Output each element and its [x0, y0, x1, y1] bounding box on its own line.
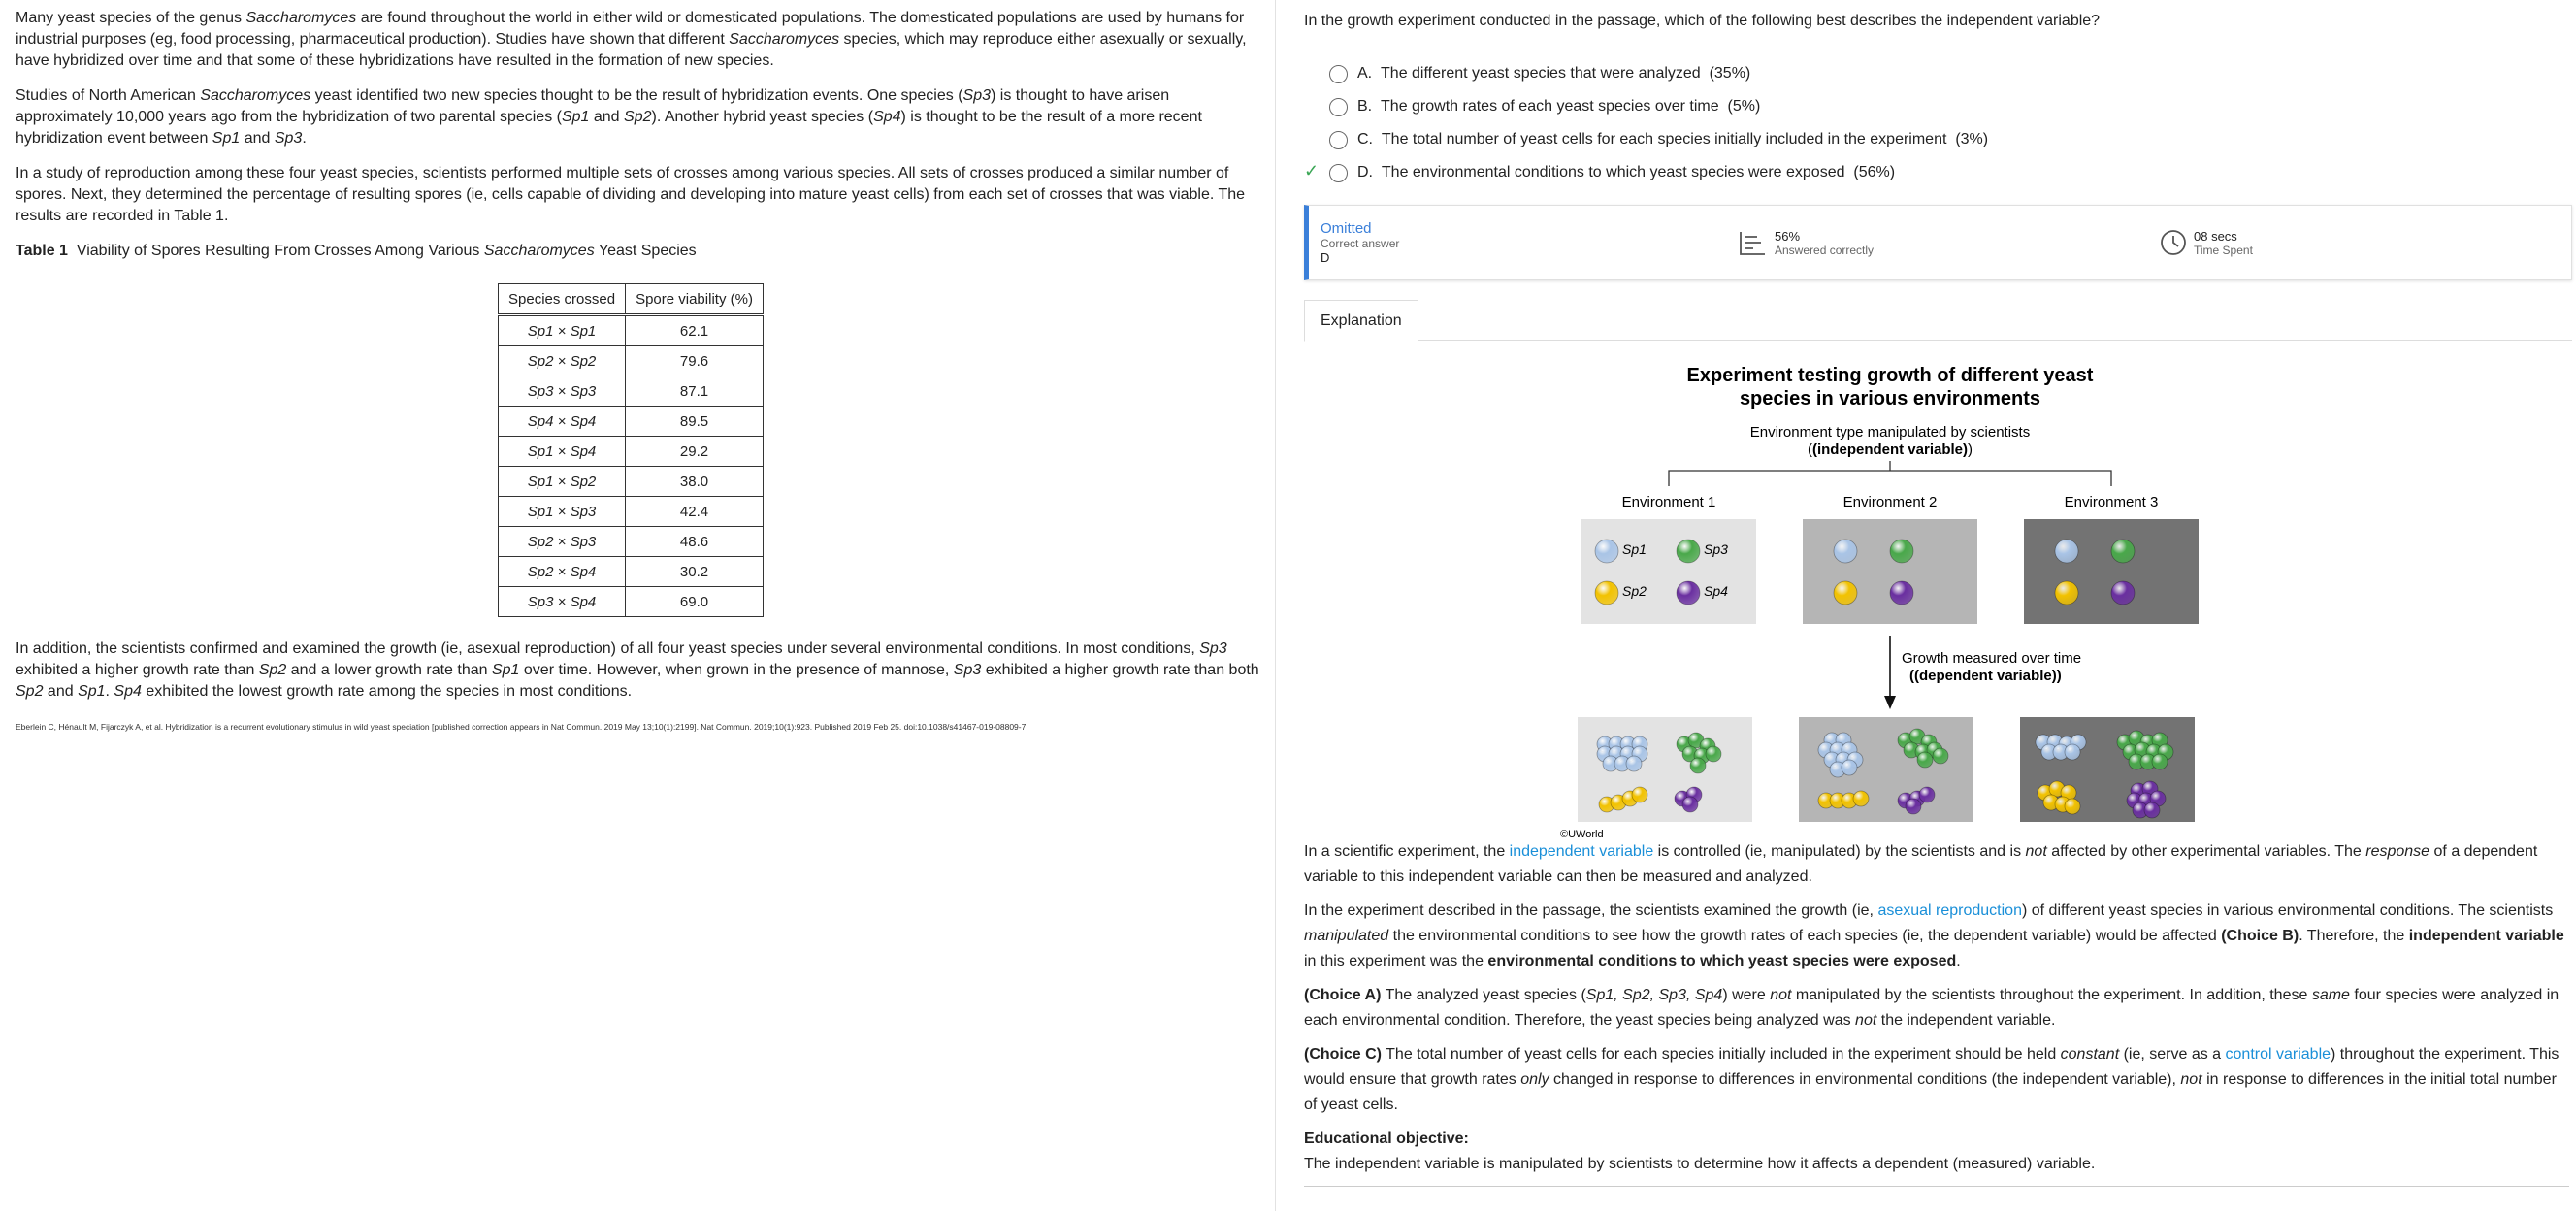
radio-button[interactable]	[1329, 65, 1348, 83]
sp4-cell	[1890, 581, 1913, 605]
answer-option-d[interactable]: ✓ D. The environmental conditions to which yeast species were exposed (56%)	[1304, 161, 1896, 180]
answer-option-c[interactable]: C. The total number of yeast cells for each species initially included in the experiment (3%)	[1304, 123, 2572, 156]
explanation-body	[1304, 839, 2572, 1187]
sp3-cell	[1706, 746, 1721, 762]
environment-2-box-start	[1803, 519, 1977, 624]
sp1-cell	[1842, 760, 1857, 775]
independent-variable-tag: ((independent variable))	[1807, 442, 1973, 458]
table-row: Sp2 × Sp4 30.2	[499, 557, 764, 587]
educational-objective-text: The independent variable is manipulated by scientists to determine how it affects a dependent (measured) variable.	[1304, 1156, 2096, 1172]
educational-objective-title: Educational objective:	[1304, 1130, 1469, 1147]
table-row: Sp3 × Sp4 69.0	[499, 587, 764, 617]
sp2-cell	[2065, 799, 2080, 814]
time-spent-stat: 08 secs Time Spent	[2159, 228, 2253, 257]
environment-1-label: Environment 1	[1621, 494, 1716, 510]
radio-button[interactable]	[1329, 131, 1348, 149]
sp3-cell	[1677, 540, 1700, 563]
sp4-cell	[1919, 787, 1935, 802]
sp4-cell	[2111, 581, 2135, 605]
sp3-cell	[1933, 748, 1948, 764]
sp3-cell	[2152, 754, 2168, 769]
sp3-cell	[1917, 752, 1933, 768]
environment-2-label: Environment 2	[1842, 494, 1938, 510]
figure-title-line-2: species in various environments	[1739, 388, 2041, 409]
table-title: Table 1 Viability of Spores Resulting From Crosses Among Various Saccharomyces Yeast Species	[16, 243, 697, 259]
clock-icon	[2159, 228, 2188, 257]
sp2-cell	[2055, 581, 2078, 605]
passage-paragraph-3: In a study of reproduction among these four yeast species, scientists performed multiple sets of crosses among various species. All sets of crosses produced a similar number of spores. Next, they determined the percentage of resulting spores (ie, cells capable of dividing and developing into mature yeast cells) from each set of crosses that was viable. The results are recorded in Table 1.	[16, 165, 1246, 224]
citation: Eberlein C, Hénault M, Fijarczyk A, et al. Hybridization is a recurrent evolutionary stimulus in wild yeast speciation [published correction appears in Nat Commun. 2019 May 13;10(1):2199]. Nat Commun. 2019;10(1):923. Published 2019 Feb 25. doi:10.1038/s41467-019-08809-7	[16, 722, 1027, 732]
table-header: Spore viability (%)	[626, 284, 764, 315]
experiment-diagram	[1304, 360, 2575, 845]
percent-correct-stat: 56% Answered correctly	[1738, 228, 2159, 257]
bracket-lines	[1669, 461, 2111, 486]
radio-button[interactable]	[1329, 164, 1348, 182]
passage-paragraph-1: Many yeast species of the genus Saccharomyces are found throughout the world in either wild or domesticated populations. The domesticated populations are used by humans for industrial purposes (eg, food processing, pharmaceutical production). Studies have shown that different Saccharomyces species, which may reproduce either asexually or sexually, have hybridized over time and that some of these hybridizations have resulted in the formation of new species.	[16, 10, 1247, 69]
sp4-cell	[2144, 802, 2160, 818]
sp1-cell	[2065, 744, 2080, 760]
independent-variable-label: Environment type manipulated by scientists	[1749, 424, 2031, 441]
sp1-cell	[1595, 540, 1618, 563]
table-row: Sp1 × Sp3 42.4	[499, 497, 764, 527]
omitted-status: Omitted	[1321, 220, 1372, 237]
sp2-cell	[1834, 581, 1857, 605]
sp1-cell	[1626, 756, 1642, 771]
divider	[1304, 1186, 2569, 1187]
table-row: Sp3 × Sp3 87.1	[499, 376, 764, 407]
passage-paragraph-2: Studies of North American Saccharomyces yeast identified two new species thought to be the result of hybridization events. One species (Sp3) is thought to have arisen approximately 10,000 years ago from the hybridization of two parental species (Sp1 and Sp2). Another hybrid yeast species (Sp4) is thought to be the result of a more recent hybridization event between Sp1 and Sp3.	[16, 87, 1202, 147]
correct-check-icon: ✓	[1304, 161, 1320, 180]
environment-3-label: Environment 3	[2064, 494, 2159, 510]
radio-button[interactable]	[1329, 98, 1348, 116]
sp2-label: Sp2	[1622, 583, 1647, 599]
table-row: Sp1 × Sp1 62.1	[499, 315, 764, 346]
sp4-cell	[1682, 797, 1698, 812]
passage-paragraph-4: In addition, the scientists confirmed and examined the growth (ie, asexual reproduction) of all four yeast species under several environmental conditions. In most conditions, Sp3 exhibited a higher growth rate than Sp2 and a lower growth rate than Sp1 over time. However, when grown in the presence of mannose, Sp3 exhibited a higher growth rate than both Sp2 and Sp1. Sp4 exhibited the lowest growth rate among the species in most conditions.	[16, 640, 1259, 700]
tab-explanation[interactable]: Explanation	[1304, 300, 1418, 342]
question-stem: In the growth experiment conducted in the passage, which of the following best describes the independent variable?	[1304, 13, 2101, 29]
control-variable-link[interactable]: control variable	[2225, 1046, 2331, 1063]
table-row: Sp1 × Sp4 29.2	[499, 437, 764, 467]
sp2-cell	[1595, 581, 1618, 605]
sp3-cell	[1690, 758, 1706, 773]
figure-title-line-1: Experiment testing growth of different yeast	[1686, 365, 2094, 386]
down-arrow-icon	[1884, 636, 1896, 709]
table-row: Sp4 × Sp4 89.5	[499, 407, 764, 437]
sp4-label: Sp4	[1704, 583, 1728, 599]
dependent-variable-label: Growth measured over time	[1902, 650, 2082, 667]
sp1-cell	[2055, 540, 2078, 563]
sp3-label: Sp3	[1704, 541, 1728, 557]
sp3-cell	[1890, 540, 1913, 563]
answer-stats-bar	[1304, 205, 2572, 280]
sp1-label: Sp1	[1622, 541, 1647, 557]
independent-variable-link[interactable]: independent variable	[1509, 843, 1654, 860]
environment-3-box-start	[2024, 519, 2199, 624]
sp4-cell	[1906, 799, 1921, 814]
question-panel	[1277, 0, 2576, 1211]
sp3-cell	[2111, 540, 2135, 563]
explanation-paragraph-1: In a scientific experiment, the independent variable is controlled (ie, manipulated) by the scientists and is not affected by other experimental variables. The response of a dependent variable to this independent variable can then be measured and analyzed.	[1304, 843, 2538, 885]
explanation-paragraph-3: (Choice A) The analyzed yeast species (Sp1, Sp2, Sp3, Sp4) were not manipulated by the scientists throughout the experiment. In addition, these same four species were analyzed in each environmental condition. Therefore, the yeast species being analyzed was not the independent variable.	[1304, 987, 2560, 1029]
table-header: Species crossed	[499, 284, 626, 315]
sp4-cell	[1677, 581, 1700, 605]
bar-chart-icon	[1738, 228, 1767, 257]
table-row: Sp2 × Sp2 79.6	[499, 346, 764, 376]
asexual-reproduction-link[interactable]: asexual reproduction	[1877, 902, 2022, 919]
sp2-cell	[1853, 791, 1869, 806]
explanation-paragraph-2: In the experiment described in the passage, the scientists examined the growth (ie, asexual reproduction) of different yeast species in various environmental conditions. The scientists manipulated the environmental conditions to see how the growth rates of each species (ie, the dependent variable) would be affected (Choice B). Therefore, the independent variable in this experiment was the environmental conditions to which yeast species were exposed.	[1304, 902, 2564, 969]
table-row: Sp1 × Sp2 38.0	[499, 467, 764, 497]
figure-credit: ©UWorld	[1560, 829, 1604, 840]
tab-bar	[1304, 300, 2572, 341]
answer-option-b[interactable]: B. The growth rates of each yeast species over time (5%)	[1304, 90, 2572, 123]
environment-1-box-start	[1581, 519, 1756, 624]
correct-answer-stat: Omitted Correct answer D	[1309, 220, 1738, 265]
passage-panel	[0, 0, 1276, 1211]
answer-option-a[interactable]: A. The different yeast species that were analyzed (35%)	[1304, 57, 2572, 90]
sp2-cell	[1632, 787, 1647, 802]
experiment-figure	[1304, 360, 2572, 841]
dependent-variable-tag: ((dependent variable))	[1909, 668, 2062, 684]
explanation-paragraph-4: (Choice C) The total number of yeast cells for each species initially included in the experiment should be held constant (ie, serve as a control variable) throughout the experiment. This would ensure that growth rates only changed in response to differences in environmental conditions (the independent variable), not in response to differences in the initial total number of yeast cells.	[1304, 1046, 2560, 1113]
sp1-cell	[1834, 540, 1857, 563]
spore-viability-table	[498, 283, 764, 617]
table-row: Sp2 × Sp3 48.6	[499, 527, 764, 557]
